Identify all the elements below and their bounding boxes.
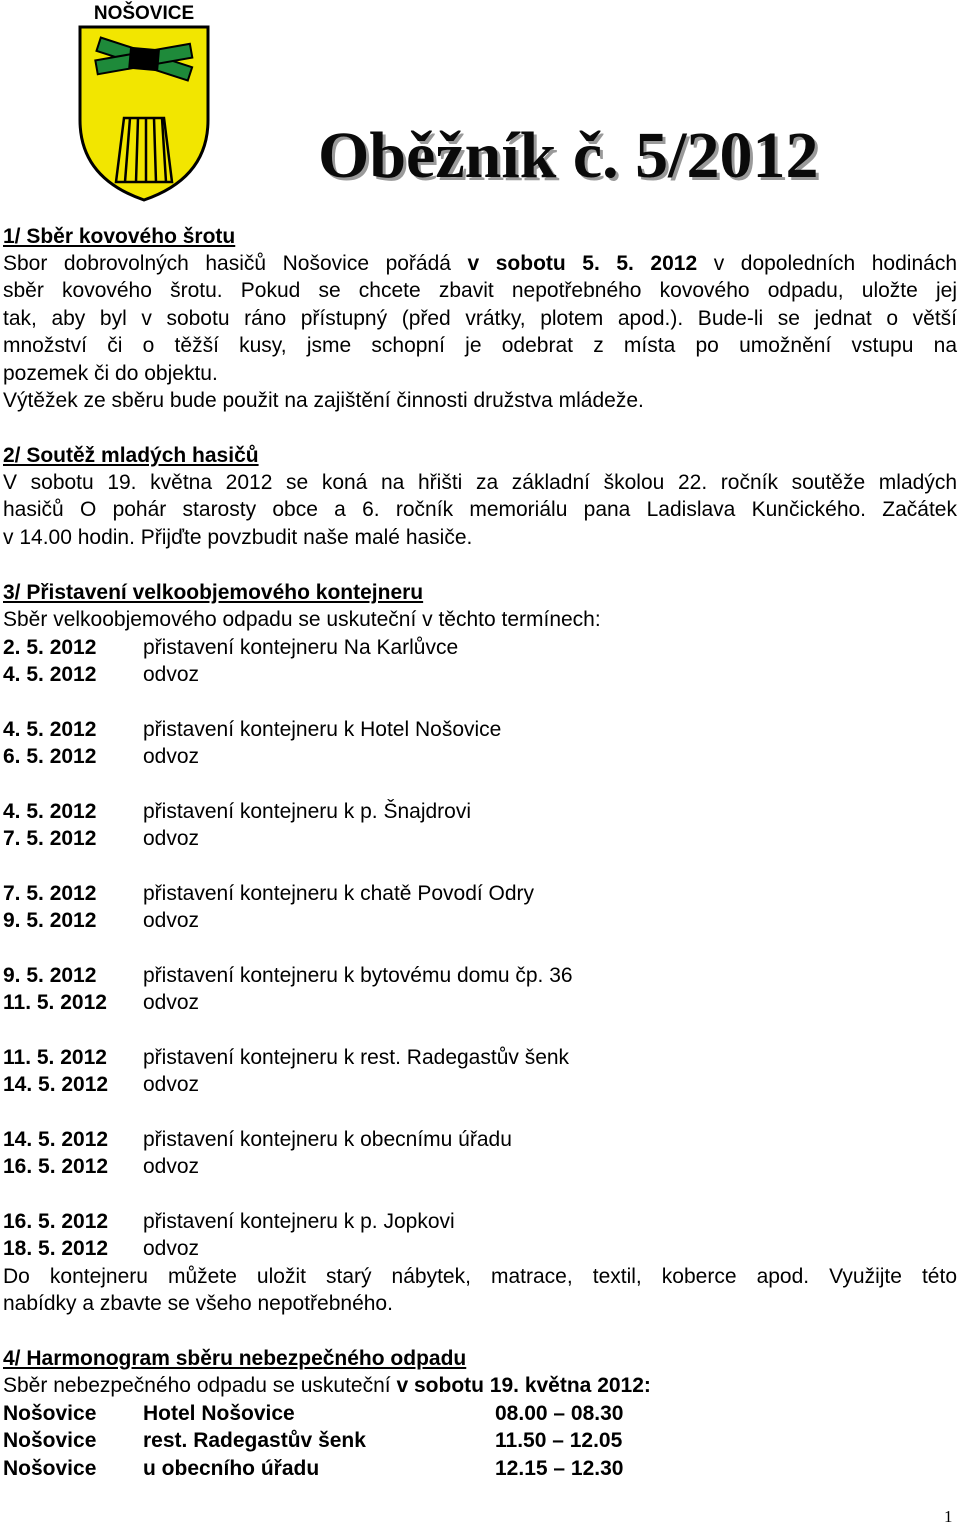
svg-text:NOŠOVICE: NOŠOVICE	[93, 3, 195, 24]
section1-line6: Výtěžek ze sběru bude použit na zajištění činnosti družstva mládeže.	[3, 389, 644, 412]
section2-line1: V sobotu 19. května 2012 se koná na hřišti za základní školou 22. ročník soutěže mladých	[3, 471, 957, 494]
section2-heading: 2/ Soutěž mladých hasičů	[3, 444, 259, 467]
schedule-row: 14. 5. 2012 přistavení kontejneru k obecnímu úřadu	[3, 1128, 512, 1151]
schedule-row: 16. 5. 2012 odvoz	[3, 1155, 200, 1178]
section1-line4: množství či o těžší kusy, jsme schopní je odebrat z místa po umožnění vstupu na	[3, 334, 957, 357]
table-row: Nošovice rest. Radegastův šenk 11.50 – 12.05	[3, 1429, 623, 1452]
section1-line2: sběr kovového šrotu. Pokud se chcete zbavit nepotřebného kovového odpadu, uložte jej	[3, 279, 957, 302]
schedule-row: 9. 5. 2012 odvoz	[3, 909, 200, 932]
schedule-row: 7. 5. 2012 odvoz	[3, 827, 200, 850]
schedule-row: 6. 5. 2012 odvoz	[3, 745, 200, 768]
section1-line5: pozemek či do objektu.	[3, 362, 218, 385]
table-row: Nošovice Hotel Nošovice 08.00 – 08.30	[3, 1402, 624, 1425]
schedule-row: 4. 5. 2012 přistavení kontejneru k Hotel Nošovice	[3, 718, 502, 741]
section3-note-line2: nabídky a zbavte se všeho nepotřebného.	[3, 1292, 393, 1315]
schedule-row: 4. 5. 2012 odvoz	[3, 663, 200, 686]
section4-intro: Sběr nebezpečného odpadu se uskuteční v sobotu 19. května 2012:	[3, 1374, 651, 1397]
section3-intro: Sběr velkoobjemového odpadu se uskuteční v těchto termínech:	[3, 608, 601, 631]
section2-line2: hasičů O pohár starosty obce a 6. ročník memoriálu pana Ladislava Kunčického. Začátek	[3, 498, 957, 521]
schedule-row: 14. 5. 2012 odvoz	[3, 1073, 200, 1096]
beehive-icon	[116, 118, 172, 182]
section1-heading: 1/ Sběr kovového šrotu	[3, 225, 236, 248]
section3-note-line1: Do kontejneru můžete uložit starý nábytek, matrace, textil, koberce apod. Využijte této	[3, 1265, 957, 1288]
schedule-row: 2. 5. 2012 přistavení kontejneru Na Karlůvce	[3, 636, 459, 659]
schedule-row: 11. 5. 2012 přistavení kontejneru k rest. Radegastův šenk	[3, 1046, 570, 1069]
village-crest	[74, 0, 214, 205]
schedule-row: 7. 5. 2012 přistavení kontejneru k chatě Povodí Odry	[3, 882, 535, 905]
page-title: Oběžník č. 5/2012	[318, 119, 819, 192]
page-number: 1	[944, 1507, 953, 1526]
section4-heading: 4/ Harmonogram sběru nebezpečného odpadu	[3, 1347, 467, 1370]
section1-line3: tak, aby byl v sobotu ráno přístupný (před vrátky, plotem apod.). Bude-li se jednat o větší	[3, 307, 957, 330]
table-row: Nošovice u obecního úřadu 12.15 – 12.30	[3, 1457, 624, 1480]
section1-line1: Sbor dobrovolných hasičů Nošovice pořádá v sobotu 5. 5. 2012 v dopoledních hodinách	[3, 252, 957, 275]
schedule-row: 11. 5. 2012 odvoz	[3, 991, 200, 1014]
section3-heading: 3/ Přistavení velkoobjemového kontejneru	[3, 581, 424, 604]
section2-line3: v 14.00 hodin. Přijďte povzbudit naše malé hasiče.	[3, 526, 473, 549]
schedule-row: 18. 5. 2012 odvoz	[3, 1237, 200, 1260]
schedule-row: 9. 5. 2012 přistavení kontejneru k bytovému domu čp. 36	[3, 964, 573, 987]
schedule-row: 4. 5. 2012 přistavení kontejneru k p. Šnajdrovi	[3, 800, 472, 823]
schedule-row: 16. 5. 2012 přistavení kontejneru k p. Jopkovi	[3, 1210, 455, 1233]
